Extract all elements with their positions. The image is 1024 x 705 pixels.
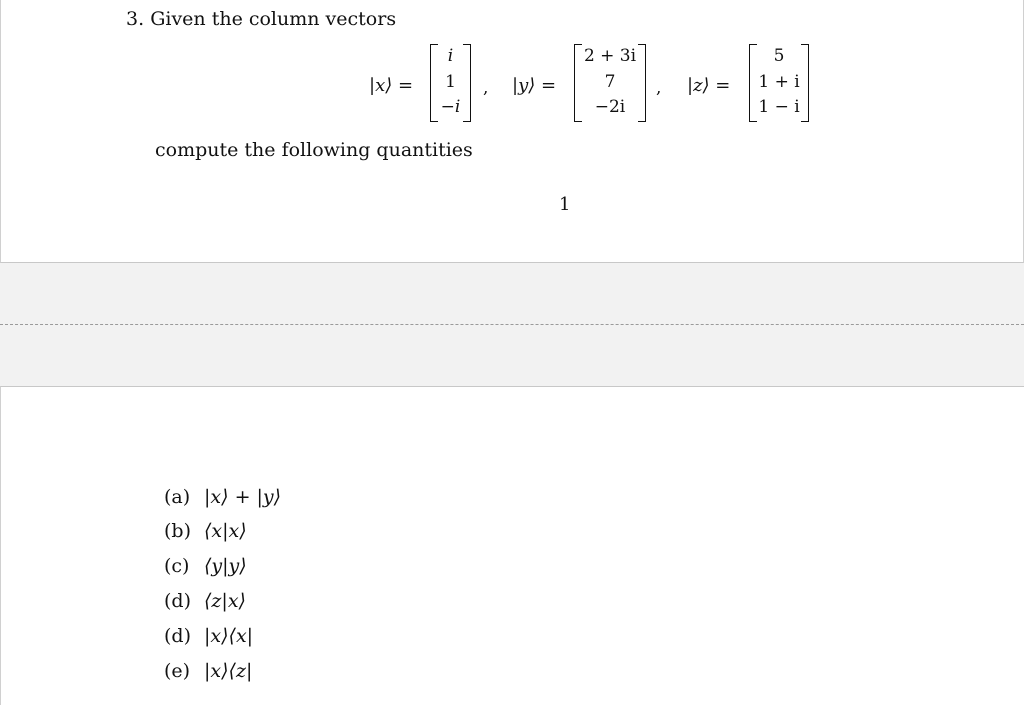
vector-x-matrix	[430, 44, 471, 122]
part-expression: |x⟩⟨x|	[204, 625, 254, 647]
ket-y-label: |y⟩ =	[512, 75, 557, 96]
part-label: (d)	[164, 590, 191, 612]
page-2	[0, 386, 1024, 705]
part-expression: ⟨z|x⟩	[204, 590, 246, 612]
vector-x-entry-2: 1	[445, 72, 456, 92]
vector-y-entry-2: 7	[604, 72, 616, 92]
vector-z-entry-1: 5	[773, 46, 785, 66]
problem-intro: Given the column vectors	[150, 8, 397, 30]
part-c	[164, 557, 247, 576]
part-label: (a)	[164, 486, 191, 508]
part-expression: ⟨y|y⟩	[204, 555, 247, 577]
vector-y-entry-1: 2 + 3i	[583, 46, 637, 66]
page-number: 1	[559, 194, 571, 215]
part-b	[164, 522, 247, 541]
part-label: (e)	[164, 660, 191, 682]
ket-x-label: |x⟩ =	[369, 75, 414, 96]
part-label: (d)	[164, 625, 191, 647]
part-d-2	[164, 627, 253, 646]
part-e	[164, 662, 252, 681]
instruction-text: compute the following quantities	[155, 139, 473, 161]
problem-heading	[126, 10, 396, 29]
part-expression: |x⟩ + |y⟩	[204, 486, 282, 508]
vector-z-matrix	[749, 44, 809, 122]
part-expression: ⟨x|x⟩	[204, 520, 247, 542]
part-label: (b)	[164, 520, 191, 542]
vector-y-matrix	[574, 44, 646, 122]
part-expression: |x⟩⟨z|	[204, 660, 253, 682]
part-d	[164, 592, 246, 611]
vector-z-entry-2: 1 + i	[758, 72, 800, 92]
vector-x-entry-1: i	[447, 46, 454, 66]
part-a	[164, 488, 281, 507]
vector-x-entry-3: −i	[440, 97, 461, 117]
vector-z-entry-3: 1 − i	[758, 97, 800, 117]
ket-z-label: |z⟩ =	[687, 75, 731, 96]
problem-number: 3.	[126, 8, 145, 30]
page-1	[0, 0, 1024, 263]
vector-y-entry-3: −2i	[594, 97, 626, 117]
part-label: (c)	[164, 555, 190, 577]
separator-2: ,	[656, 78, 662, 98]
separator-1: ,	[483, 78, 489, 98]
page-break-divider	[0, 324, 1024, 325]
